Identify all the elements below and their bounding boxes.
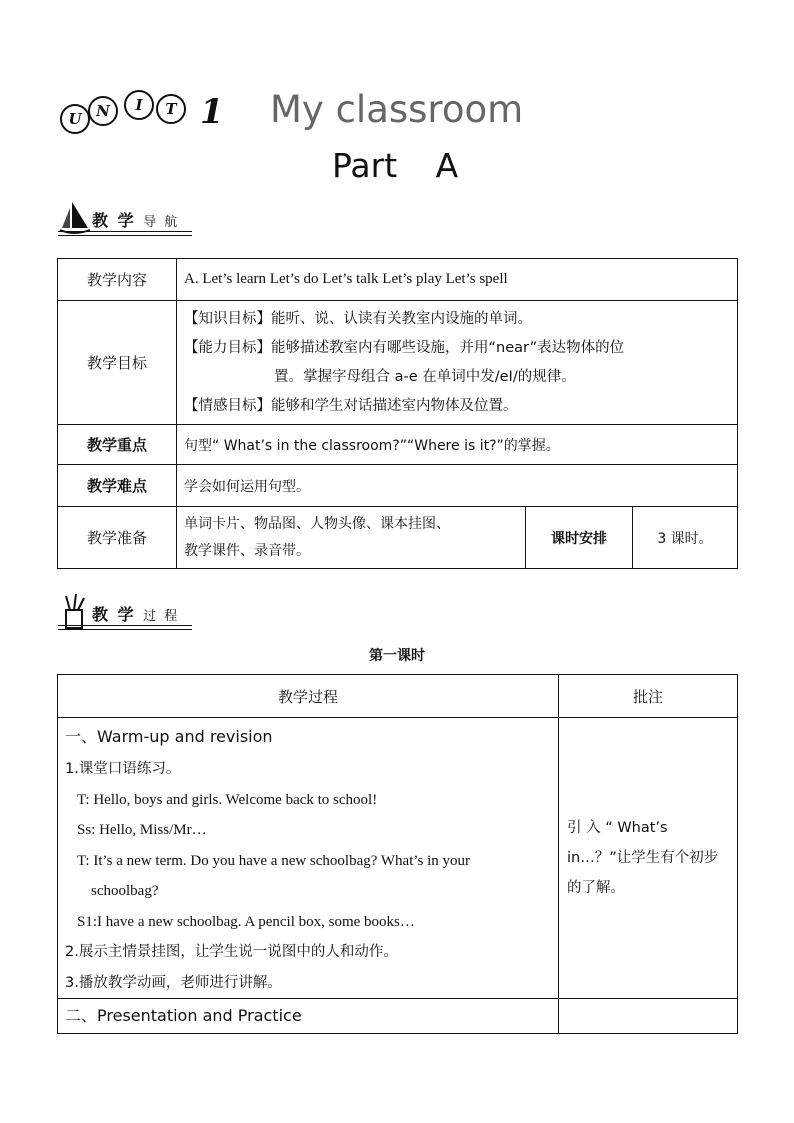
preparation-line: 教学课件、录音带。	[184, 542, 310, 559]
unit-badge	[58, 88, 248, 138]
step2-heading: 二、Presentation and Practice	[58, 999, 559, 1034]
table-row	[58, 425, 738, 465]
table-row	[58, 999, 738, 1034]
step1-note: 引 入 “ What’s in…？”让学生有个初步的了解。	[559, 718, 738, 999]
col-header-note: 批注	[559, 675, 738, 718]
step1-line: 1.课堂口语练习。	[65, 761, 181, 777]
step2-note	[559, 999, 738, 1034]
goals-value	[177, 301, 738, 425]
section-underline	[58, 231, 192, 236]
content-value: A. Let’s learn Let’s do Let’s talk Let’s play Let’s spell	[177, 259, 738, 301]
process-table	[57, 674, 738, 1034]
step1-line: Ss: Hello, Miss/Mr…	[77, 822, 207, 838]
unit-number: 1	[200, 92, 224, 132]
table-row	[58, 259, 738, 301]
goal-line: 置。掌握字母组合 a-e 在单词中发/eI/的规律。	[274, 368, 576, 385]
key-points-value: 句型“ What’s in the classroom?”“Where is it?”的掌握。	[177, 425, 738, 465]
step1-line: S1:I have a new schoolbag. A pencil box, some books…	[77, 913, 415, 930]
table-header-row	[58, 675, 738, 718]
preparation-label: 教学准备	[58, 507, 177, 569]
page-title: My classroom	[270, 88, 524, 131]
table-row	[58, 507, 738, 569]
unit-letter-i: I	[124, 90, 154, 120]
key-points-label: 教学重点	[58, 425, 177, 465]
preparation-value	[177, 507, 526, 569]
goals-label: 教学目标	[58, 301, 177, 425]
preparation-line: 单词卡片、物品图、人物头像、课本挂图、	[184, 515, 450, 532]
col-header-process: 教学过程	[58, 675, 559, 718]
goal-line: 【知识目标】能听、说、认读有关教室内设施的单词。	[184, 310, 532, 327]
section-title-nav-main: 教 学	[92, 211, 136, 230]
schedule-label: 课时安排	[526, 507, 633, 569]
lesson-title: 第一课时	[369, 648, 425, 664]
goal-line: 【情感目标】能够和学生对话描述室内物体及位置。	[184, 397, 518, 414]
section-heading-process	[58, 592, 198, 632]
content-label: 教学内容	[58, 259, 177, 301]
section-title-process-sub: 过 程	[143, 609, 180, 624]
overview-table	[57, 258, 738, 569]
section-title-nav-sub: 导 航	[143, 215, 180, 230]
step1-line: schoolbag?	[91, 883, 159, 899]
goal-line: 【能力目标】能够描述教室内有哪些设施，并用“near”表达物体的位	[184, 339, 625, 356]
section-title-process	[92, 602, 179, 625]
schedule-value: 3 课时。	[633, 507, 738, 569]
section-heading-nav	[58, 198, 198, 238]
step1-line: 2.展示主情景挂图，让学生说一说图中的人和动作。	[65, 944, 398, 960]
unit-letter-t: T	[156, 94, 186, 124]
unit-letter-n: N	[88, 96, 118, 126]
table-row	[58, 465, 738, 507]
page-subtitle: Part A	[332, 146, 459, 185]
step1-line: T: It’s a new term. Do you have a new schoolbag? What’s in your	[77, 852, 471, 869]
section-underline	[58, 625, 192, 630]
difficulties-value: 学会如何运用句型。	[177, 465, 738, 507]
unit-letter-u: U	[60, 104, 90, 134]
step1-line: 3.播放教学动画，老师进行讲解。	[65, 974, 282, 991]
table-row	[58, 718, 738, 999]
section-title-process-main: 教 学	[92, 605, 136, 624]
difficulties-label: 教学难点	[58, 465, 177, 507]
step1-heading: 一、Warm-up and revision	[65, 727, 273, 746]
section-title-nav	[92, 208, 179, 231]
step1-line: T: Hello, boys and girls. Welcome back to school!	[77, 791, 378, 808]
table-row	[58, 301, 738, 425]
step1-cell	[58, 718, 559, 999]
